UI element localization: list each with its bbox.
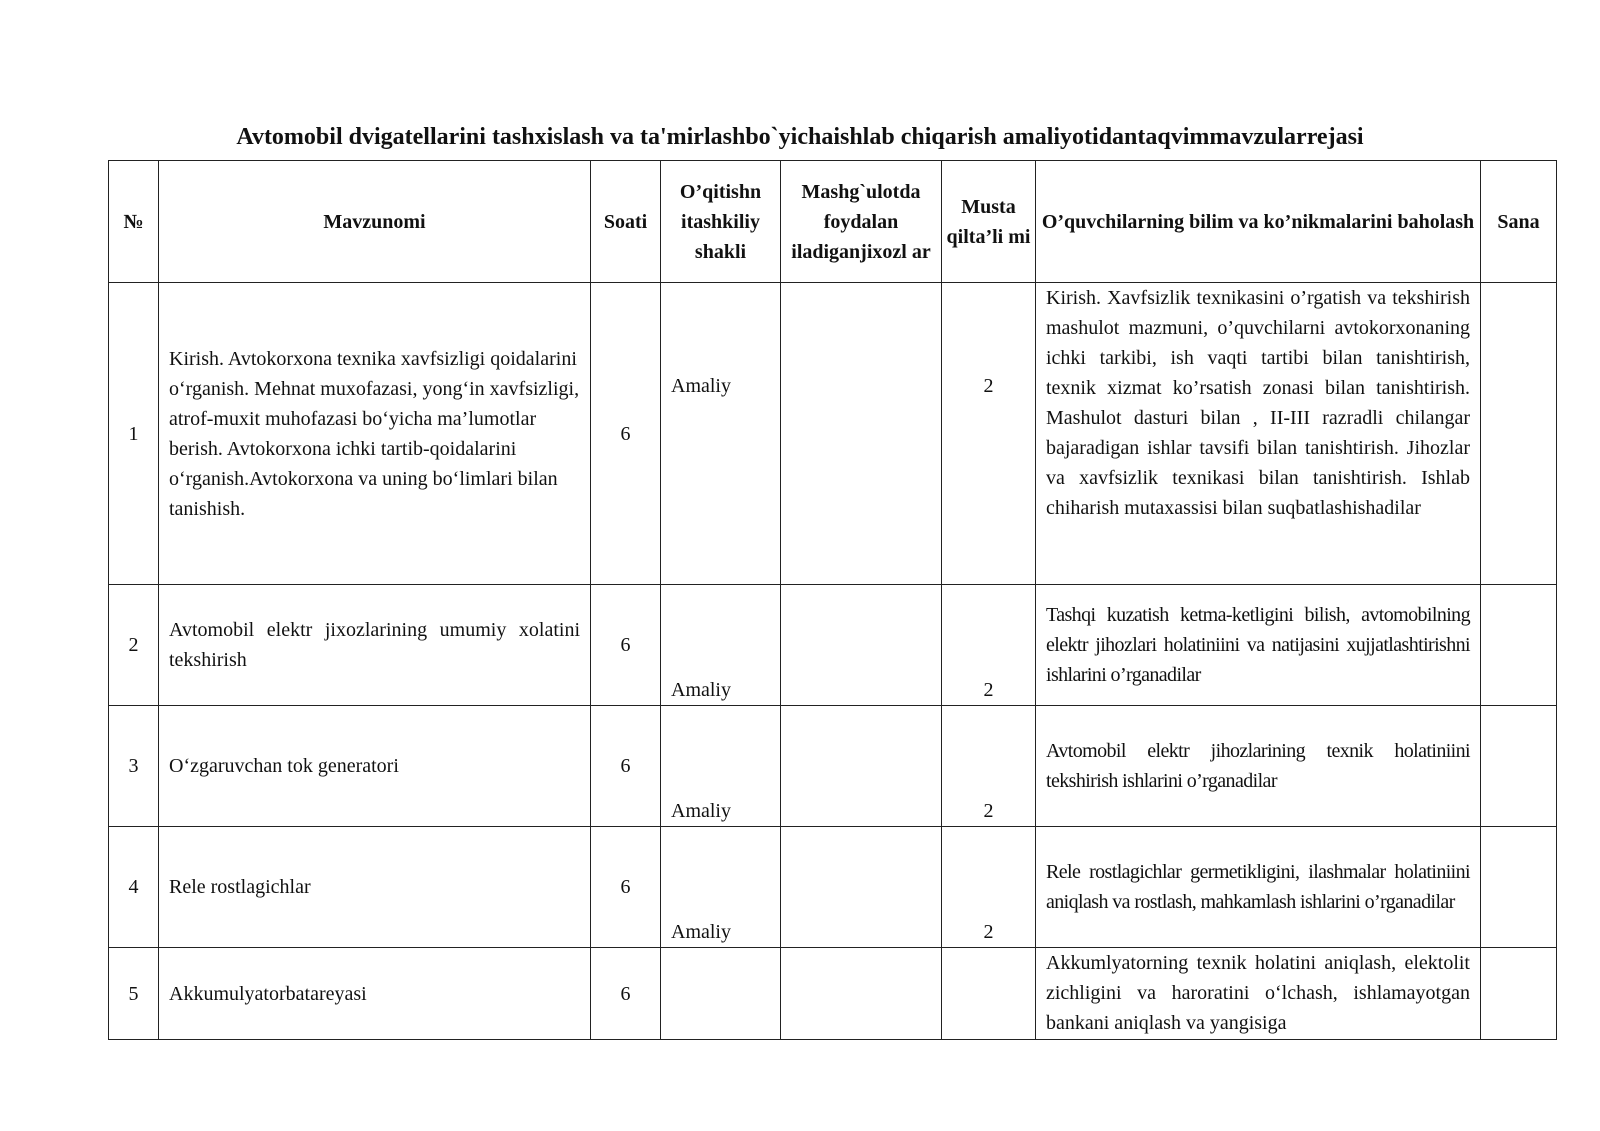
row-hours: 6 (591, 706, 661, 827)
table-row (109, 706, 1557, 827)
row-self-study: 2 (942, 585, 1036, 706)
header-equipment: Mashg`ulotda foydalan iladiganjixozl ar (781, 161, 942, 283)
row-date (1481, 283, 1557, 585)
header-hours: Soati (591, 161, 661, 283)
row-hours: 6 (591, 283, 661, 585)
header-assessment: O’quvchilarning bilim va ko’nikmalarini baholash (1036, 161, 1481, 283)
table-row (109, 948, 1557, 1040)
row-form: Amaliy (661, 585, 781, 706)
schedule-table (108, 160, 1557, 1040)
row-assessment: Avtomobil elektr jihozlarining texnik holatiniini tekshirish ishlarini o’rganadilar (1036, 706, 1481, 827)
row-num: 3 (109, 706, 159, 827)
row-num: 4 (109, 827, 159, 948)
row-assessment: Kirish. Xavfsizlik texnikasini o’rgatish va tekshirish mashulot mazmuni, o’quvchilarni avtokorxonaning ichki tarkibi, ish vaqti tartibi bilan tanishtirish, texnik xizmat ko’rsatish zonasi bilan tanishtirish. Mashulot dasturi bilan , II-III razradli chilangar bajaradigan ishlar tavsifi bilan tanishtirish. Jihozlar va xavfsizlik texnikasi bilan tanishtirish. Ishlab chiharish mutaxassisi bilan suqbatlashishadilar (1036, 283, 1481, 585)
row-hours: 6 (591, 948, 661, 1040)
row-date (1481, 706, 1557, 827)
row-equipment (781, 827, 942, 948)
table-row (109, 283, 1557, 585)
table-header-row (109, 161, 1557, 283)
header-form: O’qitishn itashkiliy shakli (661, 161, 781, 283)
row-date (1481, 948, 1557, 1040)
row-self-study (942, 948, 1036, 1040)
row-topic: O‘zgaruvchan tok generatori (159, 706, 591, 827)
row-num: 1 (109, 283, 159, 585)
header-topic: Mavzunomi (159, 161, 591, 283)
row-topic: Kirish. Avtokorxona texnika xavfsizligi qoidalarini o‘rganish. Mehnat muxofazasi, yong‘in xavfsizligi, atrof-muxit muhofazasi bo‘yicha ma’lumotlar berish. Avtokorxona ichki tartib-qoidalarini o‘rganish.Avtokorxona va uning bo‘limlari bilan tanishish. (159, 283, 591, 585)
row-topic: Akkumulyatorbatareyasi (159, 948, 591, 1040)
row-hours: 6 (591, 827, 661, 948)
header-num: № (109, 161, 159, 283)
row-topic: Rele rostlagichlar (159, 827, 591, 948)
row-assessment: Tashqi kuzatish ketma-ketligini bilish, avtomobilning elektr jihozlari holatiniini va natijasini xujjatlashtirishni ishlarini o’rganadilar (1036, 585, 1481, 706)
row-assessment: Rele rostlagichlar germetikligini, ilashmalar holatiniini aniqlash va rostlash, mahkamlash ishlarini o’rganadilar (1036, 827, 1481, 948)
header-self-study: Musta qilta’li mi (942, 161, 1036, 283)
row-self-study: 2 (942, 827, 1036, 948)
row-num: 2 (109, 585, 159, 706)
header-date: Sana (1481, 161, 1557, 283)
row-equipment (781, 283, 942, 585)
row-date (1481, 585, 1557, 706)
row-topic: Avtomobil elektr jixozlarining umumiy xolatini tekshirish (159, 585, 591, 706)
row-equipment (781, 706, 942, 827)
row-form: Amaliy (661, 283, 781, 585)
table-row (109, 827, 1557, 948)
row-hours: 6 (591, 585, 661, 706)
row-num: 5 (109, 948, 159, 1040)
row-equipment (781, 948, 942, 1040)
row-date (1481, 827, 1557, 948)
page-title: Avtomobil dvigatellarini tashxislash va ta'mirlashbo`yichaishlab chiqarish amaliyotidantaqvimmavzularrejasi (236, 124, 1364, 150)
row-form (661, 948, 781, 1040)
row-self-study: 2 (942, 283, 1036, 585)
row-form: Amaliy (661, 706, 781, 827)
row-form: Amaliy (661, 827, 781, 948)
table-row (109, 585, 1557, 706)
row-self-study: 2 (942, 706, 1036, 827)
row-assessment: Akkumlyatorning texnik holatini aniqlash, elektolit zichligini va haroratini o‘lchash, ishlamayotgan bankani aniqlash va yangisiga (1036, 948, 1481, 1040)
row-equipment (781, 585, 942, 706)
